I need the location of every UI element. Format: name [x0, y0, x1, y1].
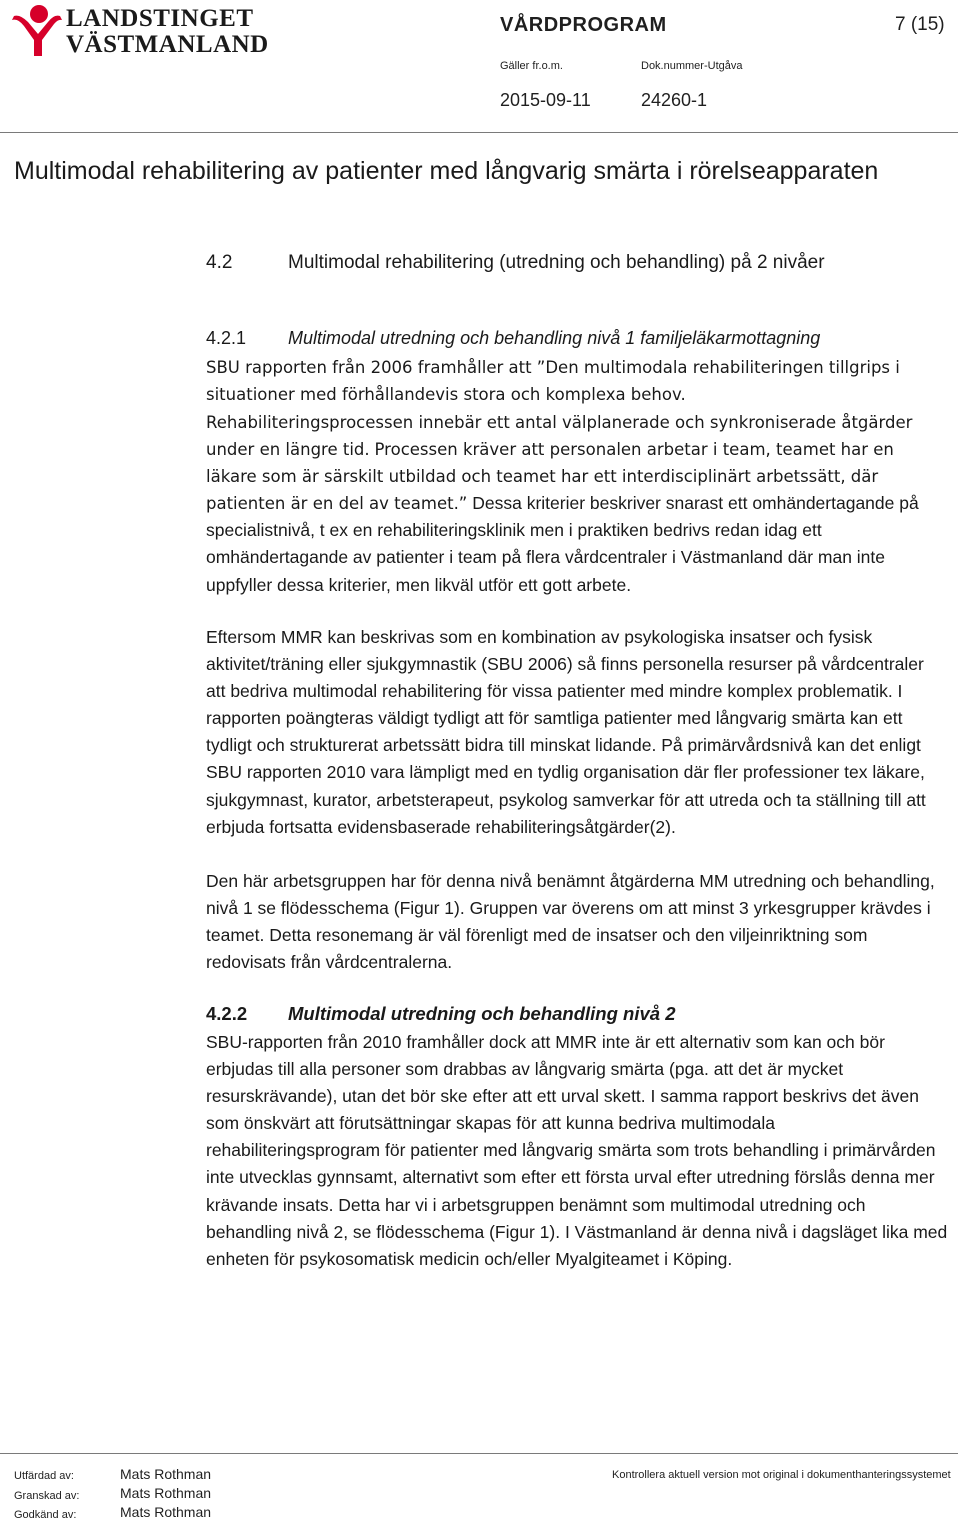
section-heading-4-2-2	[206, 1003, 675, 1025]
approved-by-label: Godkänd av:	[14, 1509, 77, 1521]
approved-by-name: Mats Rothman	[120, 1504, 212, 1520]
section-heading-4-2	[206, 252, 825, 274]
section-title: Multimodal rehabilitering (utredning och behandling) på 2 nivåer	[288, 252, 825, 273]
paragraph-part: Rehabiliteringsprocessen innebär ett antal välplanerade och synkroniserade åtgärder under en längre tid.	[206, 413, 913, 460]
section-number: 4.2.2	[206, 1003, 248, 1024]
reviewed-by-label: Granskad av:	[14, 1490, 80, 1502]
issued-by-label: Utfärdad av:	[14, 1470, 74, 1482]
section-title: Multimodal utredning och behandling nivå 1 familjeläkarmottagning	[288, 328, 821, 348]
document-type-title: VÅRDPROGRAM	[500, 14, 667, 36]
footer-divider	[0, 1453, 958, 1454]
issued-by-name: Mats Rothman	[120, 1466, 212, 1482]
document-title: Multimodal rehabilitering av patienter med långvarig smärta i rörelseapparaten	[14, 157, 879, 185]
page-number: 7 (15)	[895, 14, 945, 35]
logo-mark-icon	[10, 2, 62, 58]
paragraph: SBU-rapporten från 2010 framhåller dock att MMR inte är ett alternativ som kan och bör erbjudas till alla personer som drabbas av långvarig smärta (pga. att det är mycket resurskrävande), utan det bör ske efter att ett urval skett. I samma rapport beskrivs det även som önskvärt att förutsättningar skapas för att kunna bedriva multimodala rehabiliteringsprogram för patienter med långvarig smärta som trots behandling i primärvården inte utvecklas gynnsamt, alternativt som efter ett första urval efter utredning förslås denna mer krävande insats. Detta har vi i arbetsgruppen benämnt som multimodal utredning och behandling nivå 2, se flödesschema (Figur 1). I Västmanland är denna nivå i dagsläget lika med enheten för psykosomatisk medicin och/eller Myalgiteamet i Köping.	[206, 1032, 948, 1269]
valid-from-label: Gäller fr.o.m.	[500, 60, 563, 72]
section-number: 4.2.1	[206, 328, 247, 348]
header-divider	[0, 132, 958, 133]
organization-logo	[10, 2, 269, 60]
doc-number-value: 24260-1	[641, 90, 708, 110]
logo-text: LANDSTINGET VÄSTMANLAND	[66, 5, 269, 58]
reviewed-by-name: Mats Rothman	[120, 1485, 212, 1501]
paragraph-part: Processen kräver att personalen arbetar i team, teamet har en läkare som är särskilt utbildad och teamet har ett interdisciplinärt arbetssätt, där patienten är en del av teamet.”	[206, 440, 894, 514]
paragraph-part: Dessa kriterier beskriver snarast ett omhändertagande på specialistnivå, t ex en rehabiliteringsklinik men i praktiken bedrivs redan idag ett omhändertagande av patienter i team på flera vårdcentraler i Västmanland där man inte uppfyller dessa kriterier, men likväl utför ett gott arbete.	[206, 493, 919, 595]
doc-number-label: Dok.nummer-Utgåva	[641, 60, 743, 72]
footer-note: Kontrollera aktuell version mot original i dokumenthanteringssystemet	[612, 1469, 951, 1481]
valid-from-value: 2015-09-11	[500, 90, 591, 110]
paragraph: Eftersom MMR kan beskrivas som en kombination av psykologiska insatser och fysisk aktivitet/träning eller sjukgymnastik (SBU 2006) så finns personella resurser på vårdcentraler att bedriva multimodal rehabilitering för vissa patienter med mindre komplex problematik. I rapporten poängteras väldigt tydligt att för samtliga patienter med långvarig smärta kan ett tydligt och strukturerat arbetssätt bidra till minskat lidande. På primärvårdsnivå kan det enligt SBU rapporten 2010 vara lämpligt med en tydlig organisation där fler professioner tex läkare, sjukgymnast, kurator, arbetsterapeut, psykolog samverkar för att utreda och ta ställning till att erbjuda fortsatta evidensbaserade rehabiliteringsåtgärder(2).	[206, 627, 926, 837]
section-number: 4.2	[206, 252, 233, 273]
paragraph: SBU rapporten från 2006 framhåller att ”Den multimodala rehabiliteringen tillgrips i situationer med förhållandevis stora och komplexa behov.	[206, 358, 900, 405]
section-title: Multimodal utredning och behandling nivå 2	[288, 1003, 676, 1024]
paragraph: Den här arbetsgruppen har för denna nivå benämnt åtgärderna MM utredning och behandling, nivå 1 se flödesschema (Figur 1). Gruppen var överens om att minst 3 yrkesgrupper krävdes i teamet. Detta resonemang är väl förenligt med de insatser och den viljeinriktning som redovisats från vårdcentralerna.	[206, 871, 935, 973]
section-heading-4-2-1	[206, 328, 820, 349]
paragraph	[206, 409, 948, 599]
